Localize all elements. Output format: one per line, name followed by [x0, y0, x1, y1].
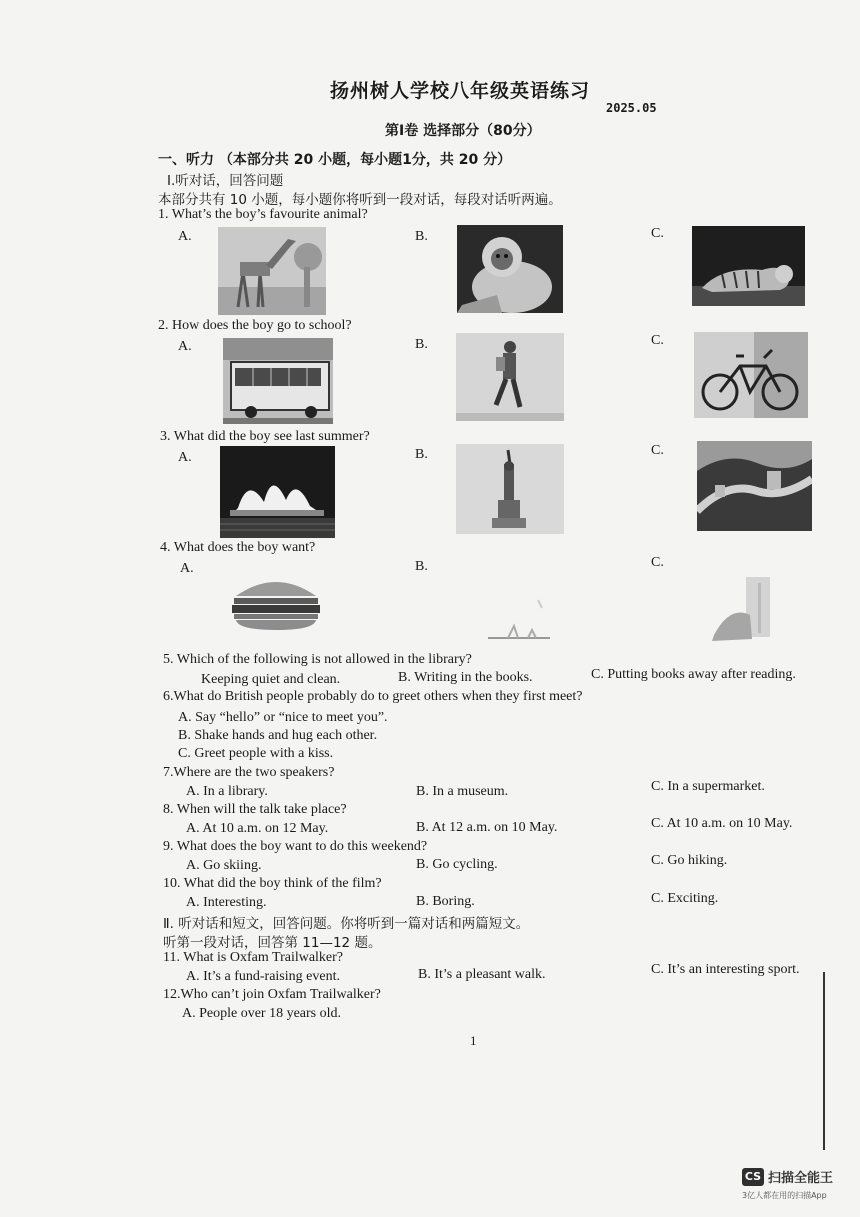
question-9-stem: 9. What does the boy want to do this weekend?: [163, 839, 428, 854]
question-8-stem: 8. When will the talk take place?: [163, 802, 347, 817]
question-5-stem: 5. Which of the following is not allowed in the library?: [163, 652, 472, 667]
option-b: B. In a museum.: [416, 784, 509, 799]
sydney-opera-house-photo: [220, 446, 335, 538]
option-a: A. Say “hello” or “nice to meet you”.: [178, 710, 388, 725]
option-c-label: C.: [651, 555, 664, 570]
option-a-label: A.: [178, 229, 192, 244]
camscanner-logo-icon: CS: [742, 1168, 764, 1186]
tiger-photo: [692, 226, 805, 306]
bicycle-photo: [694, 332, 808, 418]
option-b: B. At 12 a.m. on 10 May.: [416, 820, 558, 835]
question-7-stem: 7.Where are the two speakers?: [163, 765, 335, 780]
option-c: C. Putting books away after reading.: [591, 667, 796, 682]
option-a: A. Go skiing.: [186, 858, 262, 873]
bus-photo: [223, 338, 333, 424]
option-c-label: C.: [651, 333, 664, 348]
statue-of-liberty-photo: [456, 444, 564, 534]
question-3-stem: 3. What did the boy see last summer?: [160, 429, 370, 444]
faded-photo: [710, 575, 782, 645]
part-heading: 第Ⅰ卷 选择部分（80分）: [385, 123, 541, 139]
option-b-label: B.: [415, 229, 428, 244]
option-b: B. Shake hands and hug each other.: [178, 728, 378, 743]
option-a-label: A.: [178, 450, 192, 465]
option-c: C. Exciting.: [651, 891, 719, 906]
monkey-photo: [457, 225, 563, 313]
option-c: C. Greet people with a kiss.: [178, 746, 334, 761]
margin-line: [823, 972, 825, 1150]
page-title: 扬州树人学校八年级英语练习: [330, 80, 591, 102]
option-b: B. Writing in the books.: [398, 670, 533, 685]
option-a: A. In a library.: [186, 784, 268, 799]
option-b: B. It’s a pleasant walk.: [418, 967, 546, 982]
faded-photo: [478, 580, 558, 644]
option-c: C. Go hiking.: [651, 853, 728, 868]
option-c-label: C.: [651, 226, 664, 241]
question-11-stem: 11. What is Oxfam Trailwalker?: [163, 950, 344, 965]
subsection-heading: Ⅰ.听对话，回答问题: [167, 173, 284, 189]
scanner-watermark: [742, 1166, 842, 1202]
question-4-stem: 4. What does the boy want?: [160, 540, 316, 555]
section-heading-listening: 一、听力 （本部分共 20 小题，每小题1分，共 20 分）: [158, 152, 512, 168]
option-a-label: A.: [180, 561, 194, 576]
option-a: Keeping quiet and clean.: [201, 672, 341, 687]
question-12-stem: 12.Who can’t join Oxfam Trailwalker?: [163, 987, 381, 1002]
instructions: 本部分共有 10 小题，每小题你将听到一段对话，每段对话听两遍。: [158, 192, 562, 208]
option-b: B. Boring.: [416, 894, 475, 909]
option-c: C. It’s an interesting sport.: [651, 962, 800, 977]
option-b-label: B.: [415, 447, 428, 462]
option-c-label: C.: [651, 443, 664, 458]
option-a: A. At 10 a.m. on 12 May.: [186, 821, 329, 836]
question-6-stem: 6.What do British people probably do to greet others when they first meet?: [163, 689, 583, 704]
option-a-label: A.: [178, 339, 192, 354]
option-b: B. Go cycling.: [416, 857, 498, 872]
giraffe-photo: [218, 227, 326, 315]
watermark-tagline: 3亿人都在用的扫描App: [742, 1191, 827, 1200]
exam-date: 2025.05: [606, 101, 657, 115]
great-wall-photo: [697, 441, 812, 531]
hamburger-photo: [228, 570, 324, 634]
section-2-instructions: 听第一段对话，回答第 11—12 题。: [163, 935, 382, 951]
option-c: C. In a supermarket.: [651, 779, 765, 794]
option-a: A. Interesting.: [186, 895, 267, 910]
option-c: C. At 10 a.m. on 10 May.: [651, 816, 793, 831]
walking-person-photo: [456, 333, 564, 421]
question-10-stem: 10. What did the boy think of the film?: [163, 876, 382, 891]
page-number: 1: [470, 1033, 477, 1048]
watermark-app-name: 扫描全能王: [768, 1171, 834, 1186]
option-b-label: B.: [415, 337, 428, 352]
section-2-heading: Ⅱ. 听对话和短文，回答问题。你将听到一篇对话和两篇短文。: [163, 916, 530, 932]
question-1-stem: 1. What’s the boy’s favourite animal?: [158, 207, 368, 222]
option-a: A. It’s a fund-raising event.: [186, 969, 340, 984]
question-2-stem: 2. How does the boy go to school?: [158, 318, 352, 333]
option-a: A. People over 18 years old.: [182, 1006, 342, 1021]
option-b-label: B.: [415, 559, 428, 574]
